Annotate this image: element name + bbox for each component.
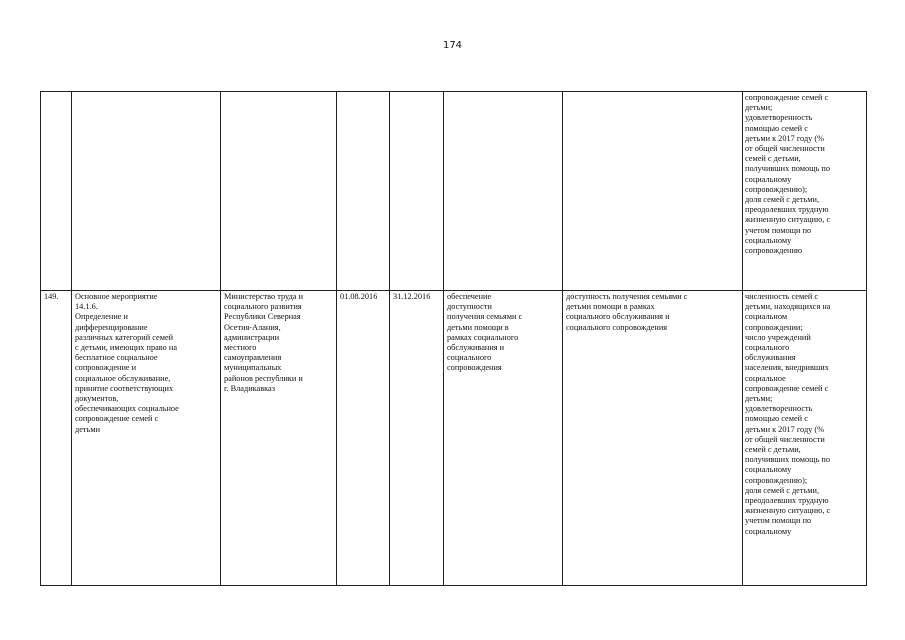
table-row bbox=[41, 291, 867, 586]
row-number-cell bbox=[41, 92, 72, 291]
expected-result-cell bbox=[444, 92, 563, 291]
event-cell bbox=[72, 92, 221, 291]
program-events-table bbox=[40, 91, 867, 586]
expected-result-cell: обеспечение доступности получения семьями с детьми помощи в рамках социального обслуживания и социального сопровождения bbox=[444, 291, 563, 586]
indicator-cell: численность семей с детьми, находящихся на социальном сопровождении; число учреждений социального обслуживания населения, внедривших социальное сопровождение семей с детьми; удовлетворенность помощью семей с детьми к 2017 году (% от общей численности семей с детьми, получивших помощь по социальному сопровождению); доля семей с детьми, преодолевших трудную жизненную ситуацию, с учетом помощи по социальному bbox=[743, 291, 867, 586]
start-date-cell: 01.08.2016 bbox=[337, 291, 390, 586]
end-date-cell: 31.12.2016 bbox=[390, 291, 444, 586]
page-number: 174 bbox=[442, 40, 463, 51]
table-row bbox=[41, 92, 867, 291]
executor-cell bbox=[221, 92, 337, 291]
effect-cell bbox=[563, 92, 743, 291]
start-date-cell bbox=[337, 92, 390, 291]
end-date-cell bbox=[390, 92, 444, 291]
effect-cell: доступность получения семьями с детьми помощи в рамках социального обслуживания и социального сопровождения bbox=[563, 291, 743, 586]
event-cell: Основное мероприятие 14.1.6. Определение и дифференцирование различных категорий семей с детьми, имеющих право на бесплатное социальное сопровождение и социальное обслуживание, принятие соответствующих документов, обеспечивающих социальное сопровождение семей с детьми bbox=[72, 291, 221, 586]
row-number-cell: 149. bbox=[41, 291, 72, 586]
executor-cell: Министерство труда и социального развития Республики Северная Осетия-Алания, администрации местного самоуправления муниципальных районов республики и г. Владикавказ bbox=[221, 291, 337, 586]
indicator-cell: сопровождение семей с детьми; удовлетворенность помощью семей с детьми к 2017 году (% от общей численности семей с детьми, получивших помощь по социальному сопровождению); доля семей с детьми, преодолевших трудную жизненную ситуацию, с учетом помощи по социальному сопровождению bbox=[743, 92, 867, 291]
